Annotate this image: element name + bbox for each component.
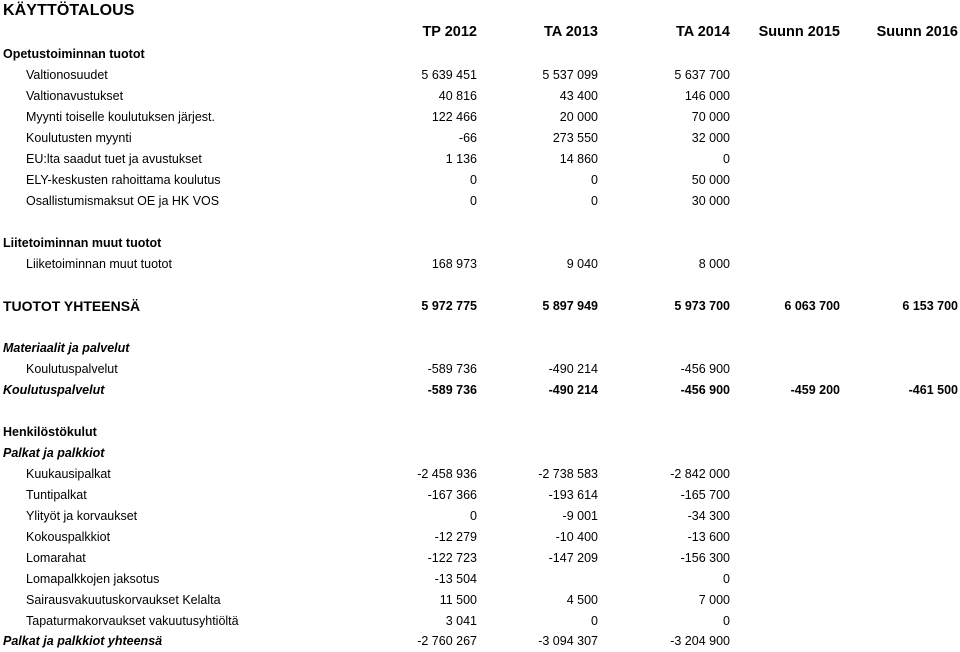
section-heading-label: Materiaalit ja palvelut (3, 341, 130, 355)
subtotal-value: -3 094 307 (538, 634, 598, 648)
column-header-suunn2016: Suunn 2016 (876, 24, 958, 40)
cell-value: 0 (591, 614, 598, 628)
subtotal-value: -456 900 (680, 383, 730, 397)
cell-value: -147 209 (548, 551, 598, 565)
cell-value: 0 (723, 614, 730, 628)
cell-value: 9 040 (566, 257, 598, 271)
cell-value: -167 366 (427, 488, 477, 502)
cell-value: 5 537 099 (542, 68, 598, 82)
table-row (0, 569, 960, 590)
table-row (0, 170, 960, 191)
cell-value: 122 466 (431, 110, 477, 124)
table-row (0, 65, 960, 86)
cell-value: 43 400 (559, 89, 598, 103)
row-label: Valtionavustukset (26, 89, 124, 103)
subtotal-value: -3 204 900 (670, 634, 730, 648)
table-row (0, 149, 960, 170)
section-heading-label: Henkilöstökulut (3, 425, 97, 439)
subsection-heading-label: Palkat ja palkkiot (3, 446, 105, 460)
section-heading-label: Opetustoiminnan tuotot (3, 47, 145, 61)
cell-value: 20 000 (559, 110, 598, 124)
section-heading-henkilosto (0, 422, 960, 443)
total-value: 5 973 700 (674, 299, 730, 313)
cell-value: 0 (470, 509, 477, 523)
cell-value: 70 000 (691, 110, 730, 124)
cell-value: 5 637 700 (674, 68, 730, 82)
row-label: Kokouspalkkiot (26, 530, 111, 544)
table-row (0, 359, 960, 380)
cell-value: -2 842 000 (670, 467, 730, 481)
cell-value: -589 736 (427, 362, 477, 376)
cell-value: -2 738 583 (538, 467, 598, 481)
table-row (0, 86, 960, 107)
subtotal-value: -459 200 (790, 383, 840, 397)
cell-value: 0 (723, 572, 730, 586)
cell-value: 50 000 (691, 173, 730, 187)
total-label: TUOTOT YHTEENSÄ (3, 298, 141, 314)
column-header-tp2012: TP 2012 (422, 24, 477, 40)
table-row (0, 506, 960, 527)
cell-value: 168 973 (431, 257, 477, 271)
section-heading-opetus (0, 44, 960, 65)
cell-value: -456 900 (680, 362, 730, 376)
table-row (0, 611, 960, 632)
cell-value: -156 300 (680, 551, 730, 565)
cell-value: -193 614 (548, 488, 598, 502)
subtotal-value: -490 214 (548, 383, 598, 397)
cell-value: 8 000 (698, 257, 730, 271)
subtotal-label: Palkat ja palkkiot yhteensä (3, 634, 163, 648)
total-value: 6 153 700 (902, 299, 958, 313)
cell-value: 146 000 (684, 89, 730, 103)
cell-value: 0 (470, 194, 477, 208)
subtotal-row-koulutuspalvelut (0, 380, 960, 401)
subtotal-label: Koulutuspalvelut (3, 383, 105, 397)
cell-value: 273 550 (552, 131, 598, 145)
row-label: Myynti toiselle koulutuksen järjest. (26, 110, 215, 124)
subtotal-value: -589 736 (427, 383, 477, 397)
table-row (0, 485, 960, 506)
cell-value: -490 214 (548, 362, 598, 376)
section-heading-label: Liitetoiminnan muut tuotot (3, 236, 162, 250)
cell-value: -13 504 (434, 572, 477, 586)
cell-value: 7 000 (698, 593, 730, 607)
row-label: Tuntipalkat (26, 488, 87, 502)
cell-value: -122 723 (427, 551, 477, 565)
row-label: Koulutusten myynti (26, 131, 132, 145)
row-label: Sairausvakuutuskorvaukset Kelalta (26, 593, 221, 607)
total-value: 5 972 775 (421, 299, 477, 313)
cell-value: 5 639 451 (421, 68, 477, 82)
column-header-ta2014: TA 2014 (676, 24, 730, 40)
row-label: Osallistumismaksut OE ja HK VOS (26, 194, 220, 208)
cell-value: -10 400 (555, 530, 598, 544)
cell-value: -9 001 (562, 509, 598, 523)
total-row-tuotot (0, 296, 960, 317)
column-header-suunn2015: Suunn 2015 (758, 24, 840, 40)
row-label: Kuukausipalkat (26, 467, 111, 481)
table-row (0, 128, 960, 149)
cell-value: -66 (458, 131, 477, 145)
cell-value: 14 860 (559, 152, 598, 166)
cell-value: 40 816 (438, 89, 477, 103)
row-label: Ylityöt ja korvaukset (26, 509, 138, 523)
cell-value: 0 (591, 173, 598, 187)
cell-value: -165 700 (680, 488, 730, 502)
row-label: EU:lta saadut tuet ja avustukset (26, 152, 202, 166)
subtotal-value: -2 760 267 (417, 634, 477, 648)
cell-value: -2 458 936 (417, 467, 477, 481)
table-row (0, 464, 960, 485)
section-heading-liite (0, 233, 960, 254)
cell-value: 0 (470, 173, 477, 187)
table-row (0, 590, 960, 611)
table-row (0, 527, 960, 548)
cell-value: -34 300 (687, 509, 730, 523)
cell-value: -12 279 (434, 530, 477, 544)
table-row (0, 191, 960, 212)
total-value: 5 897 949 (542, 299, 598, 313)
cell-value: 3 041 (445, 614, 477, 628)
column-header-ta2013: TA 2013 (544, 24, 598, 40)
cell-value: 0 (591, 194, 598, 208)
page-title: KÄYTTÖTALOUS (3, 2, 135, 19)
row-label: Tapaturmakorvaukset vakuutusyhtiöltä (26, 614, 239, 628)
subtotal-value: -461 500 (908, 383, 958, 397)
row-label: Valtionosuudet (26, 68, 108, 82)
row-label: Liiketoiminnan muut tuotot (26, 257, 172, 271)
cell-value: 1 136 (445, 152, 477, 166)
table-row (0, 548, 960, 569)
row-label: Koulutuspalvelut (26, 362, 118, 376)
table-row (0, 107, 960, 128)
row-label: Lomarahat (26, 551, 86, 565)
total-value: 6 063 700 (784, 299, 840, 313)
row-label: ELY-keskusten rahoittama koulutus (26, 173, 221, 187)
row-label: Lomapalkkojen jaksotus (26, 572, 160, 586)
cell-value: 11 500 (439, 593, 477, 607)
cell-value: 4 500 (566, 593, 598, 607)
column-header-row (0, 22, 960, 43)
cell-value: 32 000 (691, 131, 730, 145)
section-heading-materiaalit (0, 338, 960, 359)
subtotal-row-palkat (0, 631, 960, 652)
cell-value: 0 (723, 152, 730, 166)
cell-value: -13 600 (687, 530, 730, 544)
table-row (0, 254, 960, 275)
cell-value: 30 000 (691, 194, 730, 208)
subsection-heading-palkat (0, 443, 960, 464)
